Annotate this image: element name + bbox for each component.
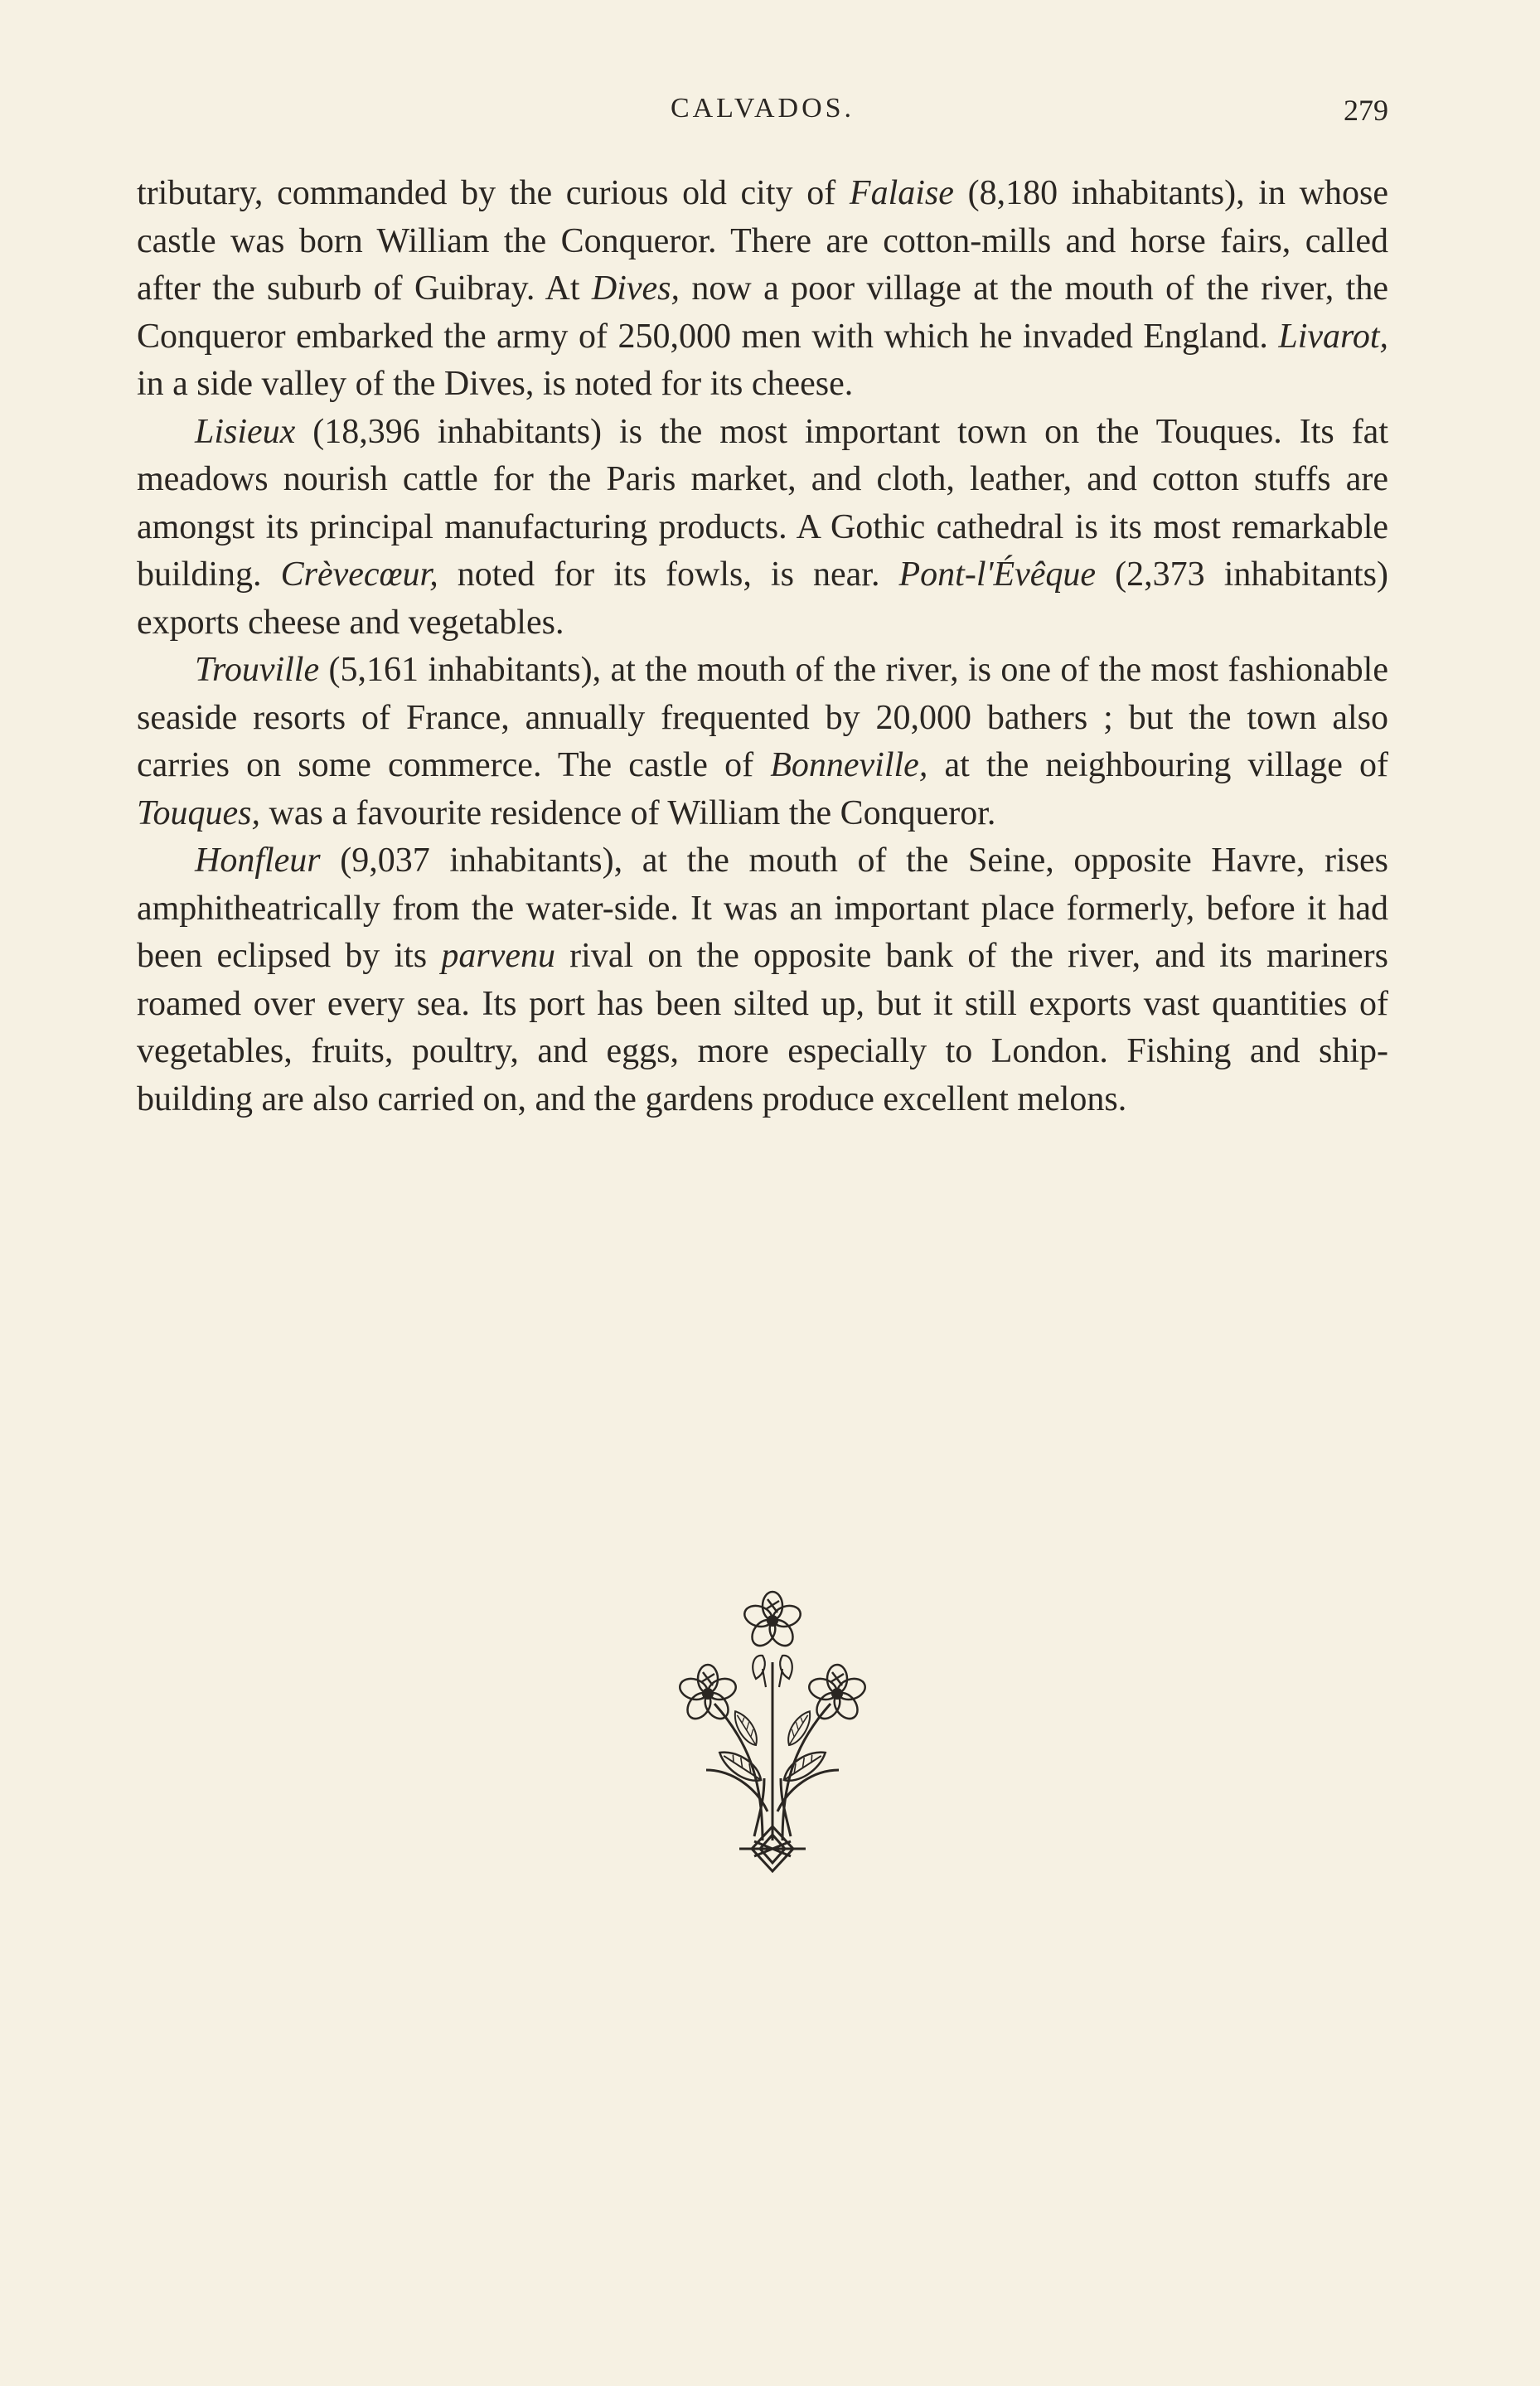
place-falaise: Falaise bbox=[849, 174, 954, 212]
paragraph-4: Honfleur (9,037 inhabitants), at the mouth of the Seine, opposite Havre, rises amphitheatrically from the water-side. It was an important place formerly, before it had been eclipsed by its parvenu rival on the opposite bank of the river, and its mariners roamed over every sea. Its port has been silted up, but it still exports vast quantities of vegetables, fruits, poultry, and eggs, more especially to London. Fishing and ship-building are also carried on, and the gardens produce excellent melons. bbox=[137, 841, 1388, 1118]
body-text bbox=[137, 170, 1388, 1123]
place-dives: Dives, bbox=[591, 269, 680, 308]
paragraph-2: Lisieux (18,396 inhabitants) is the most important town on the Touques. Its fat meadows nourish cattle for the Paris market, and cloth, leather, and cotton stuffs are amongst its principal manufacturing products. A Gothic cathedral is its most remarkable building. Crèvecœur, noted for its fowls, is near. Pont-l'Évêque (2,373 inhabitants) exports cheese and vegetables. bbox=[137, 412, 1389, 642]
paragraph-1: tributary, commanded by the curious old city of Falaise (8,180 inhabitants), in whose castle was born William the Conqueror. There are cotton-mills and horse fairs, called after the suburb of Guibray. At Dives, now a poor village at the mouth of the river, the Conqueror embarked the army of 250,000 men with which he invaded England. Livarot, in a side valley of the Dives, is noted for its cheese. bbox=[137, 174, 1389, 403]
running-head bbox=[137, 93, 1388, 143]
word-parvenu: parvenu bbox=[441, 937, 555, 975]
place-touques: Touques, bbox=[137, 793, 260, 832]
place-honfleur: Honfleur bbox=[195, 841, 321, 880]
place-lisieux: Lisieux bbox=[195, 412, 296, 451]
floral-tailpiece-icon bbox=[656, 1563, 889, 1886]
page-number: 279 bbox=[1344, 94, 1388, 127]
paragraph-3: Trouville (5,161 inhabitants), at the mouth of the river, is one of the most fashionable seaside resorts of France, annually frequented by 20,000 bathers ; but the town also carries on some commerce. The castle of Bonneville, at the neighbouring village of Touques, was a favourite residence of William the Conqueror. bbox=[137, 651, 1388, 832]
place-crevecoeur: Crèvecœur, bbox=[280, 555, 438, 594]
place-trouville: Trouville bbox=[195, 651, 320, 689]
place-livarot: Livarot, bbox=[1278, 317, 1388, 356]
place-bonneville: Bonneville, bbox=[770, 746, 928, 784]
running-title: CALVADOS. bbox=[670, 93, 855, 124]
place-pont-leveque: Pont-l'Évêque bbox=[898, 555, 1097, 594]
